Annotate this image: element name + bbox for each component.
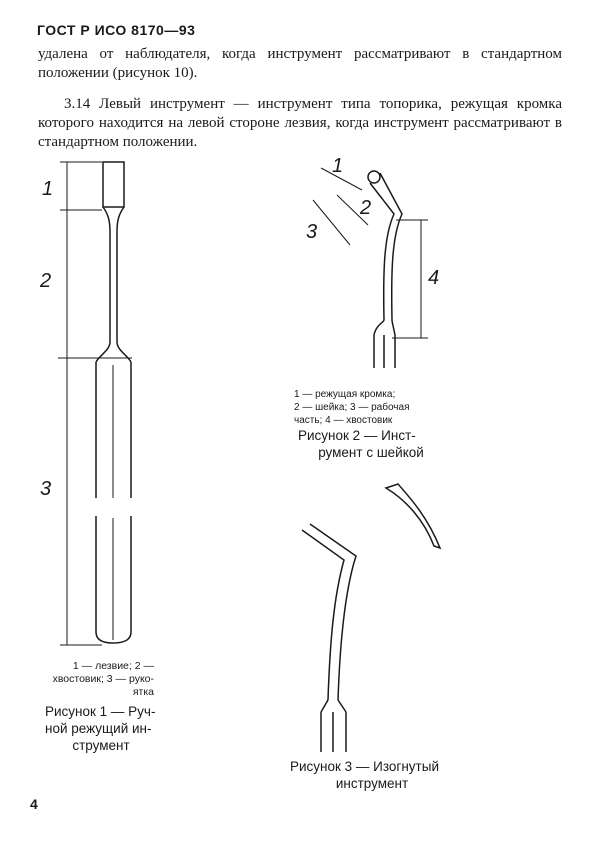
- figure2-legend: [294, 388, 444, 427]
- figure2-caption-line-2: румент с шейкой: [318, 445, 424, 460]
- figure2-handle-top: [374, 320, 395, 335]
- figure1-label-1: 1: [42, 178, 54, 200]
- figure2-caption-line-1: Рисунок 2 — Инст-: [298, 428, 416, 443]
- paragraph-continuation: удалена от наблюдателя, когда инструмент рассматривают в стандартном положении (рисунок 10).: [38, 46, 562, 81]
- figure1-blade: [103, 162, 124, 207]
- page-number: 4: [30, 796, 38, 812]
- paragraph-left-instrument: 3.14 Левый инструмент — инструмент типа топорика, режущая кромка которого находится на левой стороне лезвия, когда инструмент рассматривают в стандартном положении.: [38, 96, 562, 150]
- figure2-legend-line-2: 2 — шейка; 3 — рабочая: [294, 402, 410, 413]
- figure1-caption-line-1: Рисунок 1 — Руч-: [45, 704, 156, 719]
- figure3-handle-top: [321, 700, 346, 712]
- figure1-shank-right: [117, 207, 131, 362]
- figure2-legend-line-3: часть; 4 — хвостовик: [294, 415, 393, 426]
- figure2-cutting-tip: [368, 171, 380, 183]
- figure2-label-2: 2: [360, 197, 372, 219]
- figure3-bent-shank: [302, 524, 356, 700]
- figure3-caption-line-2: инструмент: [335, 776, 409, 791]
- figure3-handle: [321, 712, 346, 752]
- figure1-label-2: 2: [40, 270, 52, 292]
- figure2-caption: [298, 427, 444, 461]
- figure1-caption-line-2: ной режущий ин-: [45, 721, 152, 736]
- figure1-drawing: [39, 162, 132, 645]
- figure3-blade-detail: [386, 484, 440, 548]
- figure1-legend-line-2: хвостовик; 3 — руко-: [52, 673, 154, 685]
- figure2-dim-3: [313, 200, 350, 245]
- figure2-label-1: 1: [332, 155, 344, 177]
- figure2-label-4: 4: [428, 267, 440, 289]
- figure2-legend-line-1: 1 — режущая кромка;: [294, 389, 396, 400]
- figure1-label-3: 3: [40, 478, 52, 500]
- figure1-caption: [45, 703, 157, 754]
- figure1-legend-line-1: 1 — лезвие; 2 —: [72, 660, 154, 672]
- figure1-legend-line-3: ятка: [132, 686, 154, 698]
- figure2-handle: [374, 335, 395, 368]
- figure3-drawing: [302, 484, 440, 752]
- figure1-caption-line-3: струмент: [72, 738, 130, 753]
- document-header: ГОСТ Р ИСО 8170—93: [37, 22, 196, 38]
- figure1-shank-left: [96, 207, 110, 362]
- figure2-label-3: 3: [306, 221, 318, 243]
- figure1-legend: [42, 660, 154, 699]
- figure2-neck: [370, 173, 402, 320]
- figure3-caption-line-1: Рисунок 3 — Изогнутый: [290, 759, 439, 774]
- figure3-caption: [290, 758, 454, 792]
- figure2-drawing: [306, 155, 439, 368]
